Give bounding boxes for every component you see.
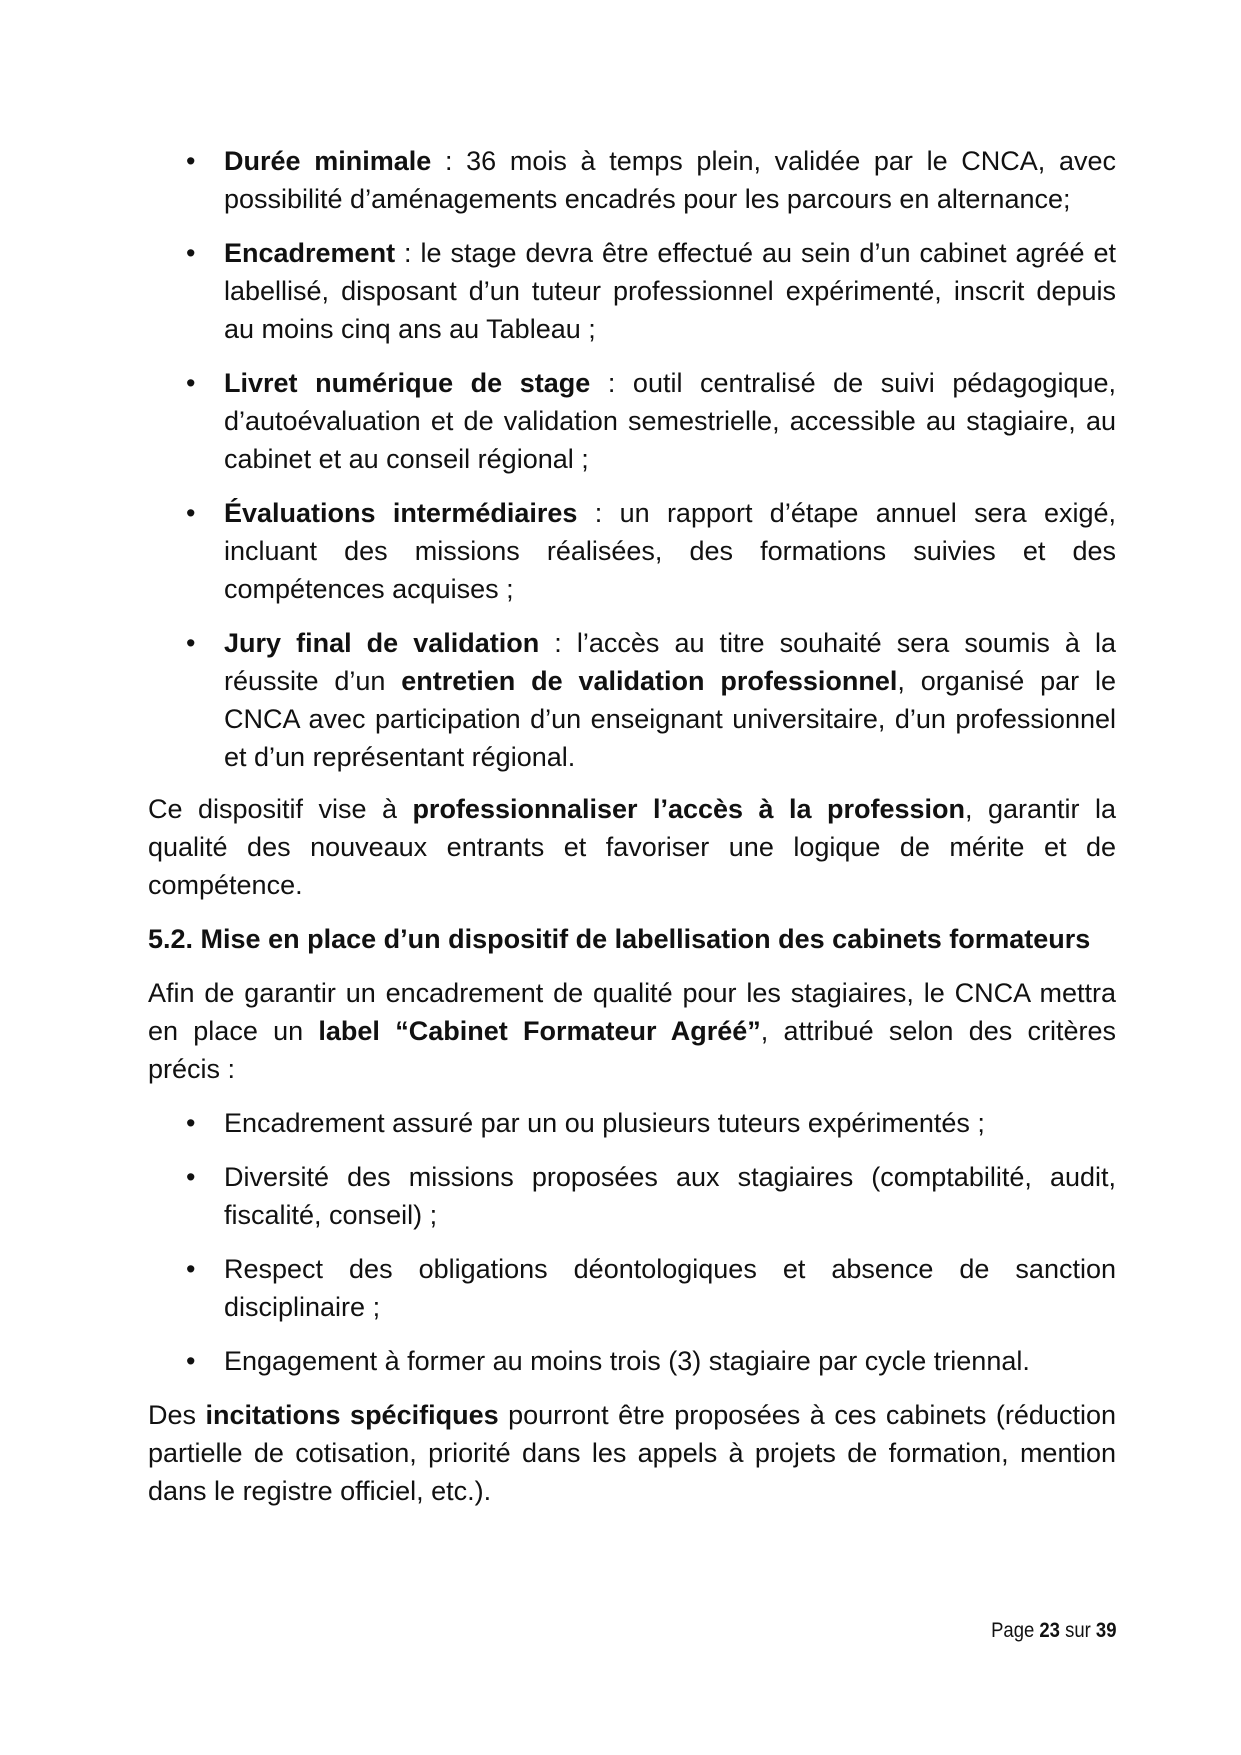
paragraph-emphasis: professionnaliser l’accès à la profession <box>412 794 965 824</box>
current-page-number: 23 <box>1038 1619 1060 1642</box>
section-heading: 5.2. Mise en place d’un dispositif de labellisation des cabinets formateurs <box>148 924 1091 954</box>
paragraph-dispositif <box>148 790 1116 904</box>
bullet-icon: • <box>186 498 196 528</box>
list-item-text: Diversité des missions proposées aux stagiaires (comptabilité, audit, fiscalité, conseil) ; <box>224 1162 1116 1230</box>
paragraph-text: Des <box>148 1400 206 1430</box>
bullet-icon: • <box>186 628 196 658</box>
paragraph-emphasis: incitations spécifiques <box>205 1400 499 1430</box>
list-item-text: : l’accès au titre souhaité sera soumis à la réussite d’un <box>224 628 1116 696</box>
list-item-text: : un rapport d’étape annuel sera exigé, incluant des missions réalisées, des formations suivies et des compétences acquises ; <box>224 498 1116 604</box>
list-item-title: Livret numérique de stage <box>224 368 591 398</box>
bullet-icon: • <box>186 1346 196 1376</box>
list-item <box>148 1250 1116 1326</box>
list-item-text: Respect des obligations déontologiques et absence de sanction disciplinaire ; <box>224 1254 1116 1322</box>
bullet-icon: • <box>186 238 196 268</box>
list-item <box>148 364 1116 478</box>
list-item-title: Évaluations intermédiaires <box>224 498 578 528</box>
list-item-text: : le stage devra être effectué au sein d’un cabinet agréé et labellisé, disposant d’un tuteur professionnel expérimenté, inscrit depuis au moins cinq ans au Tableau ; <box>224 238 1116 344</box>
list-item-title: Durée minimale <box>224 146 432 176</box>
list-item <box>148 142 1116 218</box>
bullet-icon: • <box>186 1162 196 1192</box>
page-word: Page <box>990 1619 1034 1642</box>
paragraph-incitations <box>148 1396 1116 1510</box>
list-item-text: , organisé par le CNCA avec participation d’un enseignant universitaire, d’un professionnel et d’un représentant régional. <box>224 666 1116 772</box>
criteria-list <box>148 1104 1116 1380</box>
total-pages-number: 39 <box>1095 1619 1116 1642</box>
paragraph-emphasis: label “Cabinet Formateur Agréé” <box>318 1016 761 1046</box>
list-item-title: Encadrement <box>224 238 396 268</box>
list-item <box>148 234 1116 348</box>
paragraph-text: Ce dispositif vise à <box>148 794 413 824</box>
list-item-text: : 36 mois à temps plein, validée par le CNCA, avec possibilité d’aménagements encadrés pour les parcours en alternance; <box>224 146 1117 214</box>
paragraph-text: pourront être proposées à ces cabinets (réduction partielle de cotisation, priorité dans les appels à projets de formation, mention dans le registre officiel, etc.). <box>148 1400 1116 1506</box>
requirements-list <box>148 142 1116 776</box>
list-item <box>148 1342 1116 1380</box>
bullet-icon: • <box>186 146 196 176</box>
list-item-emphasis: entretien de validation professionnel <box>401 666 898 696</box>
list-item <box>148 1158 1116 1234</box>
sur-word: sur <box>1064 1619 1091 1642</box>
bullet-icon: • <box>186 1108 196 1138</box>
list-item-text: Encadrement assuré par un ou plusieurs tuteurs expérimentés ; <box>224 1108 985 1138</box>
paragraph-text: , attribué selon des critères précis : <box>148 1016 1116 1084</box>
bullet-icon: • <box>186 368 196 398</box>
paragraph-text: , garantir la qualité des nouveaux entrants et favoriser une logique de mérite et de compétence. <box>148 794 1116 900</box>
paragraph-text: Afin de garantir un encadrement de qualité pour les stagiaires, le CNCA mettra en place un <box>148 978 1116 1046</box>
bullet-icon: • <box>186 1254 196 1284</box>
list-item-text: Engagement à former au moins trois (3) stagiaire par cycle triennal. <box>224 1346 1030 1376</box>
paragraph-label <box>148 974 1116 1088</box>
document-page <box>148 142 1116 1510</box>
list-item <box>148 494 1116 608</box>
list-item-text: : outil centralisé de suivi pédagogique, d’autoévaluation et de validation semestrielle, accessible au stagiaire, au cabinet et au conseil régional ; <box>224 368 1116 474</box>
list-item-title: Jury final de validation <box>224 628 540 658</box>
list-item <box>148 624 1116 776</box>
page-number-footer <box>991 1617 1116 1645</box>
list-item <box>148 1104 1116 1142</box>
